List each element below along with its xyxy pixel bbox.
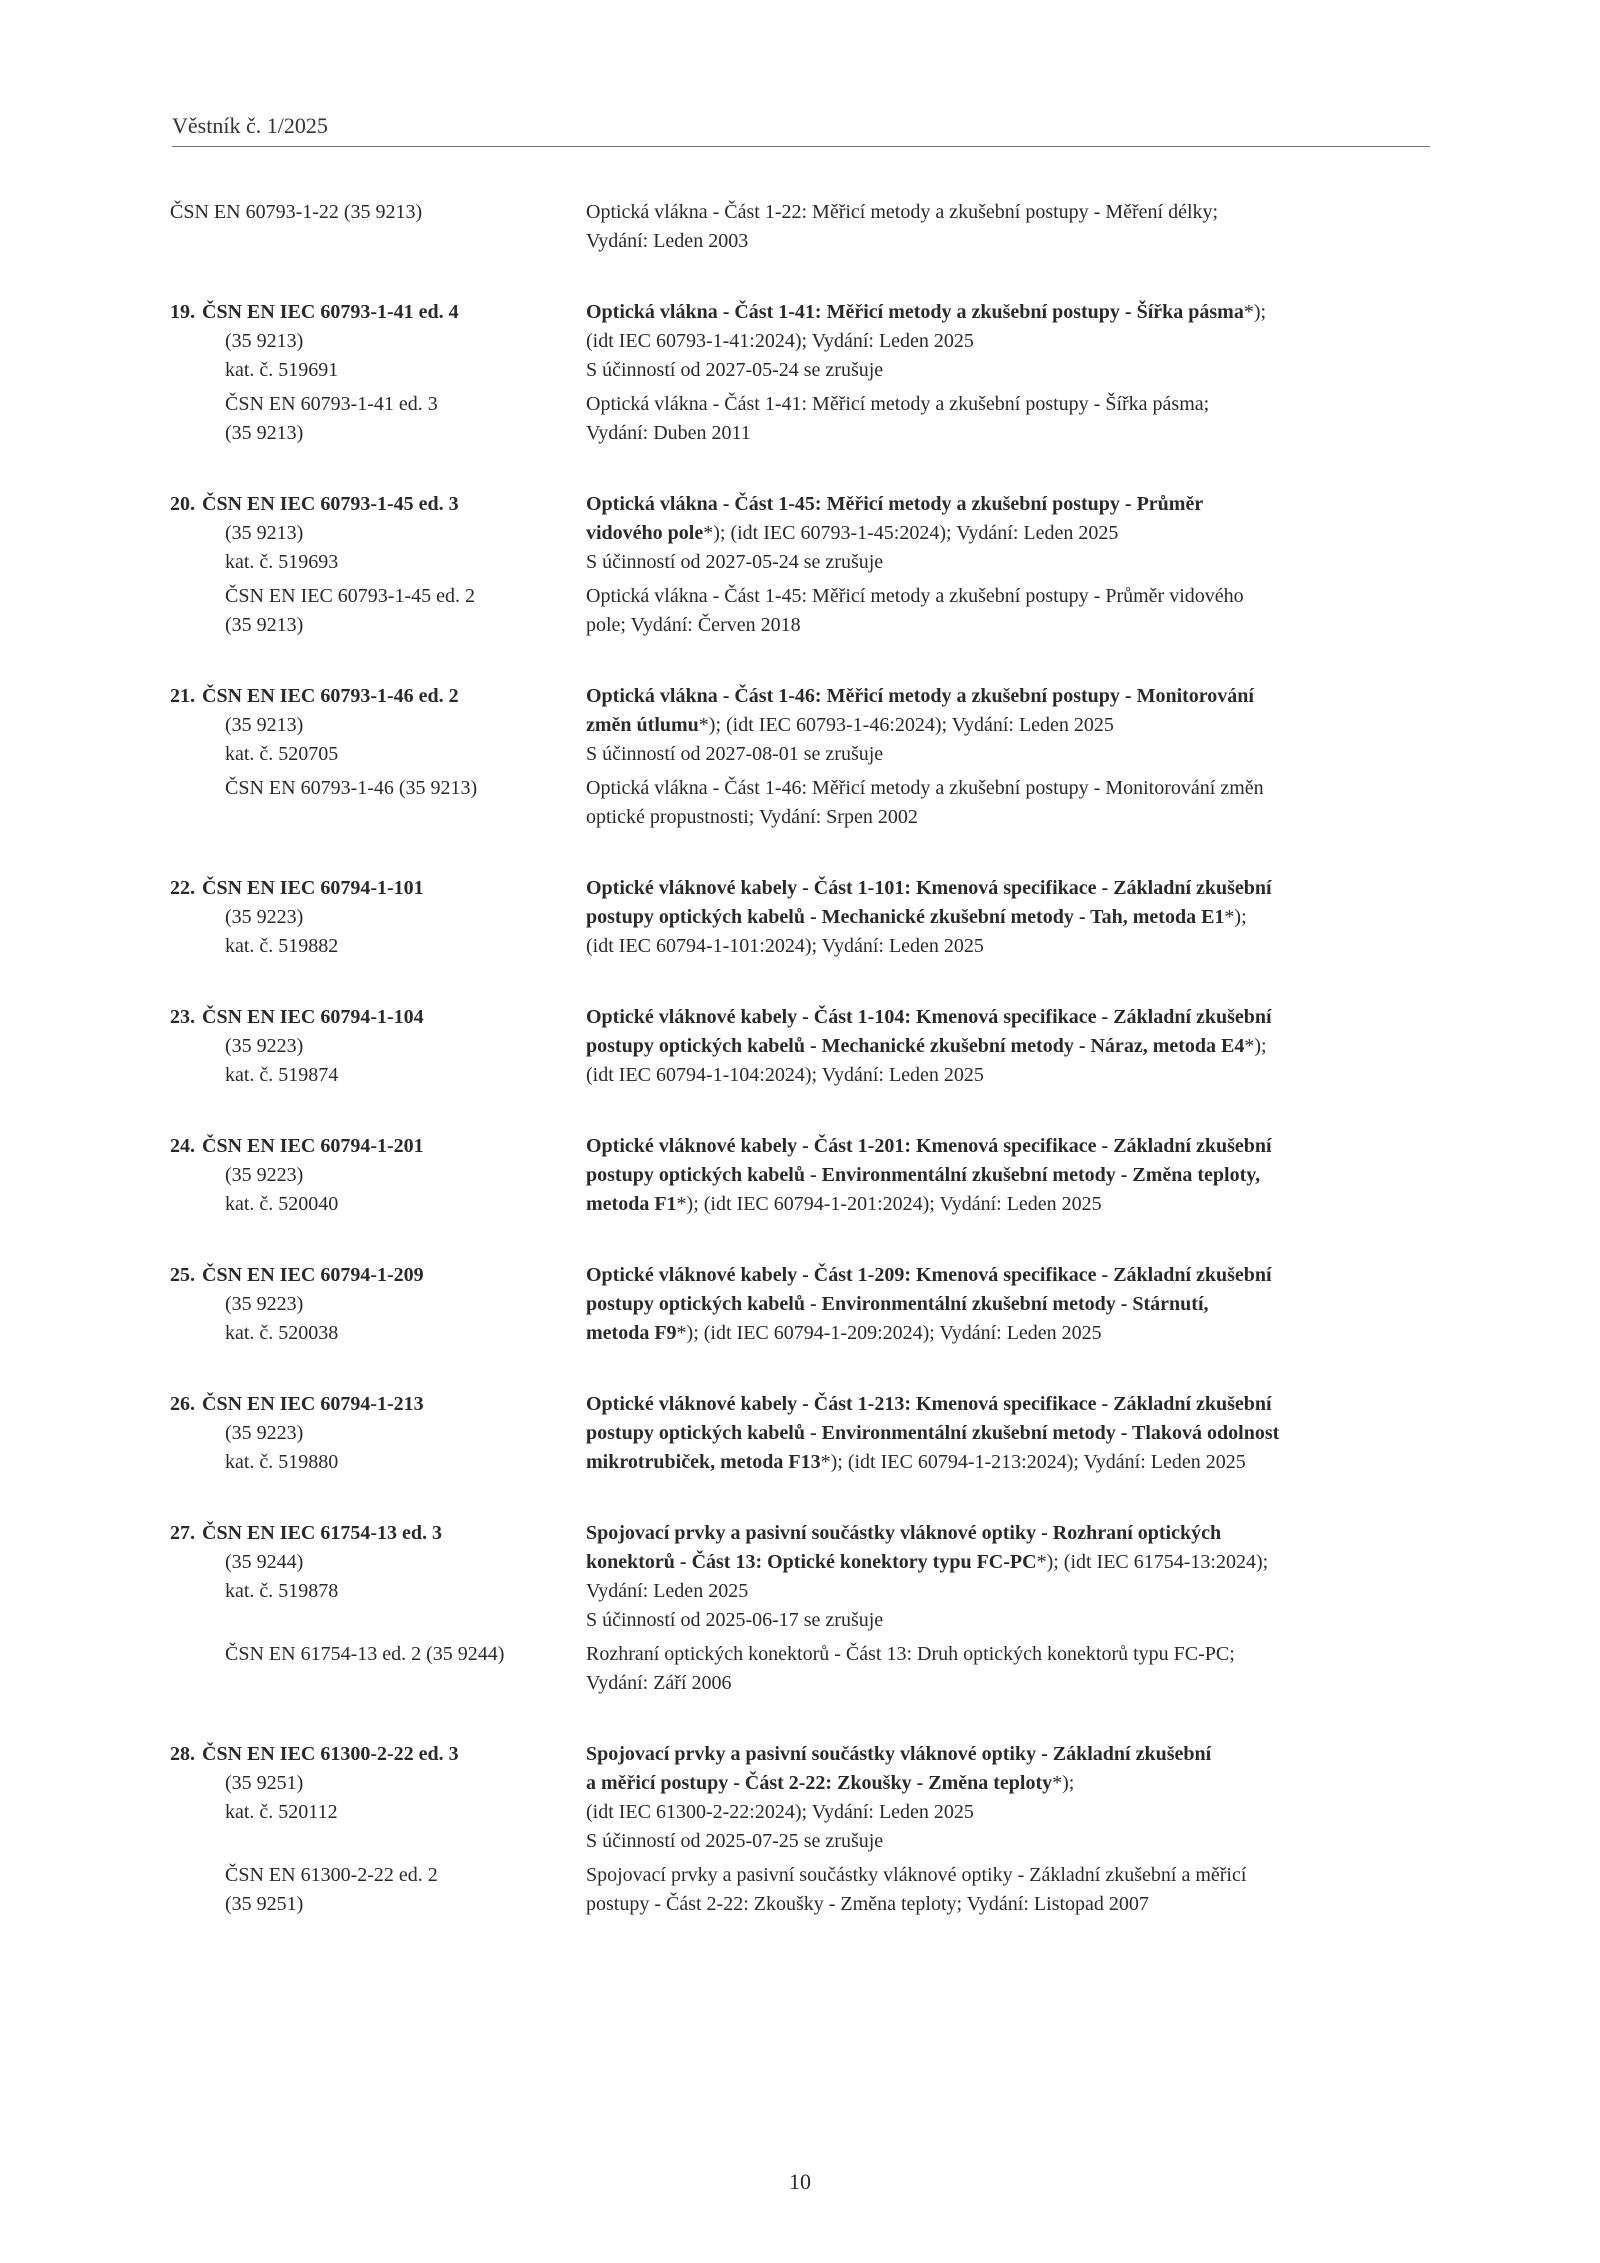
replaced-standard-designation xyxy=(170,1861,586,1919)
standard-code xyxy=(170,682,586,711)
replaced-standard-row xyxy=(170,390,1430,448)
text-line xyxy=(586,1032,1426,1061)
plain-text: Vydání: Leden 2003 xyxy=(586,230,749,252)
standard-sub-info: (35 9251) xyxy=(225,1772,304,1794)
plain-text: *); xyxy=(1224,906,1247,928)
standard-entry xyxy=(170,682,1430,832)
standard-entry xyxy=(170,1132,1430,1219)
text-line xyxy=(586,519,1426,548)
standard-designation xyxy=(170,298,586,385)
replaced-standard-designation xyxy=(170,1640,586,1698)
standard-sub-info: kat. č. 520040 xyxy=(225,1193,339,1215)
text-line xyxy=(586,1827,1426,1856)
item-number: 25. xyxy=(170,1264,195,1286)
standard-code xyxy=(170,1390,586,1419)
text-line xyxy=(586,932,1426,961)
new-standard-row xyxy=(170,1261,1430,1348)
text-line xyxy=(586,419,1426,448)
standard-code xyxy=(170,874,586,903)
journal-title: Věstník č. 1/2025 xyxy=(172,113,328,138)
standard-sub-info: (35 9213) xyxy=(225,522,304,544)
text-line xyxy=(586,803,1426,832)
standard-entry xyxy=(170,1519,1430,1698)
standard-sub-info: (35 9213) xyxy=(225,714,304,736)
standard-designation xyxy=(170,1261,586,1348)
bold-title-text: a měřicí postupy - Část 2-22: Zkoušky - Změna teploty xyxy=(586,1772,1053,1794)
text-line xyxy=(586,1606,1426,1635)
text-line xyxy=(586,582,1426,611)
text-line xyxy=(586,490,1426,519)
standard-title xyxy=(586,490,1426,577)
replaced-standard-code: ČSN EN IEC 60793-1-45 ed. 2 xyxy=(225,585,475,607)
text-line xyxy=(586,1319,1426,1348)
replaced-standard-row xyxy=(170,1640,1430,1698)
bold-title-text: Optická vlákna - Část 1-41: Měřicí metody a zkušební postupy - Šířka pásma xyxy=(586,301,1244,323)
replaced-standard-code: ČSN EN 60793-1-22 (35 9213) xyxy=(170,201,423,223)
replaced-standard-code: (35 9213) xyxy=(225,614,304,636)
standard-designation xyxy=(170,1740,586,1856)
bold-title-text: postupy optických kabelů - Environmentální zkušební metody - Stárnutí, xyxy=(586,1293,1209,1315)
item-number: 22. xyxy=(170,877,195,899)
standard-title xyxy=(586,1003,1426,1090)
bold-title-text: postupy optických kabelů - Mechanické zkušební metody - Tah, metoda E1 xyxy=(586,906,1225,928)
new-standard-row xyxy=(170,1390,1430,1477)
replaced-standard-designation xyxy=(170,774,586,832)
text-line xyxy=(586,1132,1426,1161)
plain-text: pole; Vydání: Červen 2018 xyxy=(586,614,801,636)
bold-title-text: Optická vlákna - Část 1-45: Měřicí metody a zkušební postupy - Průměr xyxy=(586,493,1204,515)
item-number: 26. xyxy=(170,1393,195,1415)
text-line xyxy=(586,1003,1426,1032)
standard-code xyxy=(170,298,586,327)
standard-title xyxy=(586,1261,1426,1348)
standard-designation xyxy=(170,490,586,577)
plain-text: (idt IEC 61300-2-22:2024); Vydání: Leden 2025 xyxy=(586,1801,974,1823)
text-line xyxy=(586,1390,1426,1419)
standard-sub-info: kat. č. 519880 xyxy=(225,1451,339,1473)
replaced-standard-title xyxy=(586,582,1426,640)
standard-sub-info: kat. č. 520038 xyxy=(225,1322,339,1344)
standard-sub-info: kat. č. 519691 xyxy=(225,359,339,381)
bold-title-text: mikrotrubiček, metoda F13 xyxy=(586,1451,821,1473)
text-line xyxy=(586,874,1426,903)
standard-sub-info: kat. č. 519882 xyxy=(225,935,339,957)
text-line xyxy=(586,1861,1426,1890)
replaced-standard-title xyxy=(586,1861,1426,1919)
text-line xyxy=(586,1640,1426,1669)
plain-text: *); xyxy=(1244,1035,1267,1057)
new-standard-row xyxy=(170,1132,1430,1219)
text-line xyxy=(586,1740,1426,1769)
bold-title-text: postupy optických kabelů - Environmentální zkušební metody - Tlaková odolnost xyxy=(586,1422,1280,1444)
standard-code xyxy=(170,1261,586,1290)
text-line xyxy=(586,1419,1426,1448)
replaced-standard-designation xyxy=(170,582,586,640)
standard-title xyxy=(586,1390,1426,1477)
standard-designation xyxy=(170,1519,586,1635)
standard-entry xyxy=(170,490,1430,640)
text-line xyxy=(586,1519,1426,1548)
standard-code xyxy=(170,1132,586,1161)
standard-code xyxy=(170,1003,586,1032)
standard-code-text: ČSN EN IEC 60794-1-104 xyxy=(202,1006,424,1028)
standard-title xyxy=(586,1132,1426,1219)
plain-text: (idt IEC 60793-1-41:2024); Vydání: Leden 2025 xyxy=(586,330,974,352)
plain-text: *); (idt IEC 60793-1-46:2024); Vydání: Leden 2025 xyxy=(698,714,1114,736)
standards-list xyxy=(170,198,1430,1961)
plain-text: (idt IEC 60794-1-104:2024); Vydání: Leden 2025 xyxy=(586,1064,984,1086)
plain-text: optické propustnosti; Vydání: Srpen 2002 xyxy=(586,806,918,828)
standard-code-text: ČSN EN IEC 60794-1-101 xyxy=(202,877,424,899)
replaced-standard-row xyxy=(170,774,1430,832)
item-number: 24. xyxy=(170,1135,195,1157)
page-header xyxy=(172,112,1430,147)
standard-code-text: ČSN EN IEC 61754-13 ed. 3 xyxy=(202,1522,443,1544)
replaced-standard-designation xyxy=(170,198,586,256)
page-number: 10 xyxy=(789,2169,811,2194)
replaced-standard-code: (35 9213) xyxy=(225,422,304,444)
text-line xyxy=(586,1290,1426,1319)
plain-text: *); (idt IEC 60793-1-45:2024); Vydání: Leden 2025 xyxy=(703,522,1119,544)
text-line xyxy=(586,548,1426,577)
bold-title-text: metoda F1 xyxy=(586,1193,677,1215)
text-line xyxy=(586,903,1426,932)
standard-sub-info: (35 9223) xyxy=(225,1164,304,1186)
text-line xyxy=(586,390,1426,419)
plain-text: *); xyxy=(1052,1772,1075,1794)
plain-text: Optická vlákna - Část 1-46: Měřicí metody a zkušební postupy - Monitorování změn xyxy=(586,777,1264,799)
standard-sub-info: kat. č. 519874 xyxy=(225,1064,339,1086)
standard-entry xyxy=(170,1261,1430,1348)
bold-title-text: postupy optických kabelů - Mechanické zkušební metody - Náraz, metoda E4 xyxy=(586,1035,1245,1057)
standard-code-text: ČSN EN IEC 61300-2-22 ed. 3 xyxy=(202,1743,459,1765)
text-line xyxy=(586,1261,1426,1290)
bold-title-text: Optická vlákna - Část 1-46: Měřicí metody a zkušební postupy - Monitorování xyxy=(586,685,1254,707)
text-line xyxy=(586,740,1426,769)
plain-text: postupy - Část 2-22: Zkoušky - Změna teploty; Vydání: Listopad 2007 xyxy=(586,1893,1149,1915)
standard-title xyxy=(586,682,1426,769)
item-number: 23. xyxy=(170,1006,195,1028)
bold-title-text: Optické vláknové kabely - Část 1-201: Kmenová specifikace - Základní zkušební xyxy=(586,1135,1272,1157)
new-standard-row xyxy=(170,874,1430,961)
replaced-standard-row xyxy=(170,1861,1430,1919)
replaced-standard-row xyxy=(170,582,1430,640)
replaced-standard-title xyxy=(586,774,1426,832)
text-line xyxy=(586,1190,1426,1219)
text-line xyxy=(586,1577,1426,1606)
plain-text: *); xyxy=(1243,301,1267,323)
plain-text: (idt IEC 60794-1-101:2024); Vydání: Leden 2025 xyxy=(586,935,984,957)
standard-designation xyxy=(170,874,586,961)
item-number: 19. xyxy=(170,301,195,323)
plain-text: S účinností od 2027-08-01 se zrušuje xyxy=(586,743,884,765)
standard-entry xyxy=(170,198,1430,256)
standard-code-text: ČSN EN IEC 60794-1-213 xyxy=(202,1393,424,1415)
standard-entry xyxy=(170,298,1430,448)
plain-text: Optická vlákna - Část 1-45: Měřicí metody a zkušební postupy - Průměr vidového xyxy=(586,585,1244,607)
replaced-standard-row xyxy=(170,198,1430,256)
bold-title-text: Optické vláknové kabely - Část 1-101: Kmenová specifikace - Základní zkušební xyxy=(586,877,1272,899)
text-line xyxy=(586,611,1426,640)
standard-sub-info: kat. č. 520705 xyxy=(225,743,339,765)
text-line xyxy=(586,774,1426,803)
replaced-standard-title xyxy=(586,198,1426,256)
bold-title-text: Optické vláknové kabely - Část 1-209: Kmenová specifikace - Základní zkušební xyxy=(586,1264,1272,1286)
text-line xyxy=(586,1769,1426,1798)
new-standard-row xyxy=(170,298,1430,385)
bold-title-text: Optické vláknové kabely - Část 1-104: Kmenová specifikace - Základní zkušební xyxy=(586,1006,1272,1028)
standard-designation xyxy=(170,1132,586,1219)
plain-text: Optická vlákna - Část 1-22: Měřicí metody a zkušební postupy - Měření délky; xyxy=(586,201,1219,223)
replaced-standard-code: ČSN EN 61754-13 ed. 2 (35 9244) xyxy=(225,1643,505,1665)
text-line xyxy=(586,711,1426,740)
bold-title-text: změn útlumu xyxy=(586,714,699,736)
plain-text: S účinností od 2027-05-24 se zrušuje xyxy=(586,551,884,573)
plain-text: Spojovací prvky a pasivní součástky vláknové optiky - Základní zkušební a měřicí xyxy=(586,1864,1247,1886)
plain-text: *); (idt IEC 60794-1-201:2024); Vydání: Leden 2025 xyxy=(676,1193,1102,1215)
replaced-standard-code: ČSN EN 60793-1-41 ed. 3 xyxy=(225,393,438,415)
text-line xyxy=(586,1669,1426,1698)
text-line xyxy=(586,227,1426,256)
standard-designation xyxy=(170,1390,586,1477)
item-number: 27. xyxy=(170,1522,195,1544)
replaced-standard-title xyxy=(586,1640,1426,1698)
replaced-standard-code: ČSN EN 61300-2-22 ed. 2 xyxy=(225,1864,438,1886)
replaced-standard-title xyxy=(586,390,1426,448)
plain-text: S účinností od 2025-06-17 se zrušuje xyxy=(586,1609,884,1631)
standard-title xyxy=(586,1740,1426,1856)
text-line xyxy=(586,327,1426,356)
plain-text: Vydání: Září 2006 xyxy=(586,1672,732,1694)
standard-sub-info: kat. č. 520112 xyxy=(225,1801,338,1823)
standard-entry xyxy=(170,874,1430,961)
standard-code-text: ČSN EN IEC 60794-1-201 xyxy=(202,1135,424,1157)
bold-title-text: vidového pole xyxy=(586,522,704,544)
standard-code xyxy=(170,1519,586,1548)
standard-sub-info: (35 9223) xyxy=(225,906,304,928)
item-number: 20. xyxy=(170,493,195,515)
plain-text: Optická vlákna - Část 1-41: Měřicí metody a zkušební postupy - Šířka pásma; xyxy=(586,393,1210,415)
standard-designation xyxy=(170,1003,586,1090)
standard-entry xyxy=(170,1390,1430,1477)
plain-text: Rozhraní optických konektorů - Část 13: Druh optických konektorů typu FC-PC; xyxy=(586,1643,1235,1665)
new-standard-row xyxy=(170,1740,1430,1856)
plain-text: *); (idt IEC 61754-13:2024); xyxy=(1036,1551,1269,1573)
text-line xyxy=(586,298,1426,327)
new-standard-row xyxy=(170,490,1430,577)
standard-sub-info: kat. č. 519693 xyxy=(225,551,339,573)
text-line xyxy=(586,682,1426,711)
standard-entry xyxy=(170,1740,1430,1919)
plain-text: Vydání: Duben 2011 xyxy=(586,422,751,444)
standard-code-text: ČSN EN IEC 60793-1-46 ed. 2 xyxy=(202,685,459,707)
new-standard-row xyxy=(170,1519,1430,1635)
standard-sub-info: (35 9223) xyxy=(225,1422,304,1444)
bold-title-text: postupy optických kabelů - Environmentální zkušební metody - Změna teploty, xyxy=(586,1164,1261,1186)
replaced-standard-code: (35 9251) xyxy=(225,1893,304,1915)
text-line xyxy=(586,1798,1426,1827)
standard-sub-info: (35 9244) xyxy=(225,1551,304,1573)
replaced-standard-code: ČSN EN 60793-1-46 (35 9213) xyxy=(225,777,478,799)
bold-title-text: Spojovací prvky a pasivní součástky vláknové optiky - Základní zkušební xyxy=(586,1743,1212,1765)
text-line xyxy=(586,198,1426,227)
standard-sub-info: (35 9213) xyxy=(225,330,304,352)
standard-title xyxy=(586,874,1426,961)
replaced-standard-designation xyxy=(170,390,586,448)
bold-title-text: konektorů - Část 13: Optické konektory typu FC-PC xyxy=(586,1551,1037,1573)
item-number: 21. xyxy=(170,685,195,707)
standard-sub-info: kat. č. 519878 xyxy=(225,1580,339,1602)
bold-title-text: Optické vláknové kabely - Část 1-213: Kmenová specifikace - Základní zkušební xyxy=(586,1393,1272,1415)
text-line xyxy=(586,1161,1426,1190)
standard-title xyxy=(586,1519,1426,1635)
bold-title-text: metoda F9 xyxy=(586,1322,677,1344)
standard-sub-info: (35 9223) xyxy=(225,1293,304,1315)
standard-entry xyxy=(170,1003,1430,1090)
standard-title xyxy=(586,298,1426,385)
standard-sub-info: (35 9223) xyxy=(225,1035,304,1057)
plain-text: S účinností od 2025-07-25 se zrušuje xyxy=(586,1830,884,1852)
item-number: 28. xyxy=(170,1743,195,1765)
new-standard-row xyxy=(170,1003,1430,1090)
standard-code xyxy=(170,490,586,519)
new-standard-row xyxy=(170,682,1430,769)
text-line xyxy=(586,1061,1426,1090)
text-line xyxy=(586,1448,1426,1477)
plain-text: *); (idt IEC 60794-1-209:2024); Vydání: Leden 2025 xyxy=(676,1322,1102,1344)
text-line xyxy=(586,1548,1426,1577)
text-line xyxy=(586,356,1426,385)
plain-text: S účinností od 2027-05-24 se zrušuje xyxy=(586,359,884,381)
standard-designation xyxy=(170,682,586,769)
bold-title-text: Spojovací prvky a pasivní součástky vláknové optiky - Rozhraní optických xyxy=(586,1522,1222,1544)
text-line xyxy=(586,1890,1426,1919)
standard-code-text: ČSN EN IEC 60793-1-45 ed. 3 xyxy=(202,493,459,515)
standard-code-text: ČSN EN IEC 60794-1-209 xyxy=(202,1264,424,1286)
standard-code-text: ČSN EN IEC 60793-1-41 ed. 4 xyxy=(202,301,459,323)
standard-code xyxy=(170,1740,586,1769)
plain-text: *); (idt IEC 60794-1-213:2024); Vydání: Leden 2025 xyxy=(820,1451,1246,1473)
plain-text: Vydání: Leden 2025 xyxy=(586,1580,749,1602)
